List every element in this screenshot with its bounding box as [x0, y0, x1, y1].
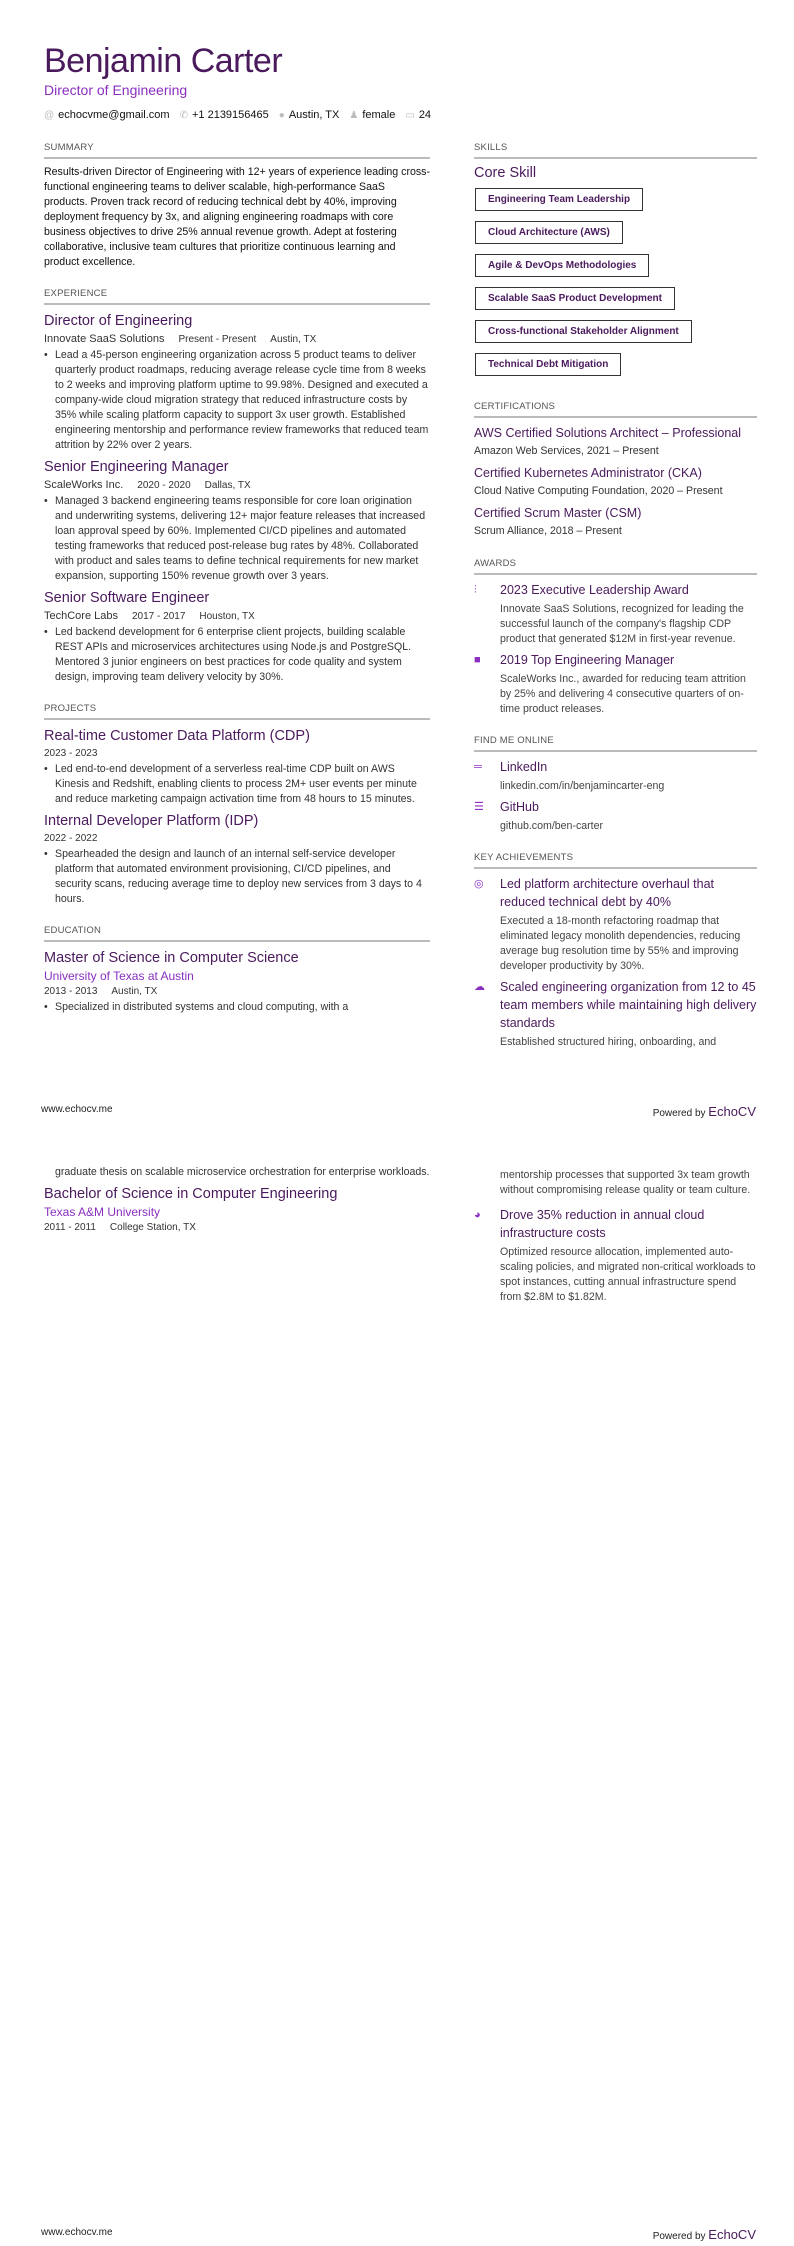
school: University of Texas at Austin — [44, 969, 194, 983]
right-column — [474, 142, 757, 1050]
location: College Station, TX — [109, 1222, 196, 1233]
award-desc: Innovate SaaS Solutions, recognized for leading the successful launch of the company's flagship CDP product that generated $12M in first-year revenue. — [500, 603, 744, 645]
candidate-name: Benjamin Carter — [44, 42, 283, 80]
phone-icon: ✆ — [179, 110, 188, 121]
contact-location: ● Austin, TX — [278, 109, 340, 121]
cert-issuer: Amazon Web Services, 2021 – Present — [474, 445, 659, 457]
at-icon: @ — [44, 110, 55, 121]
project-item — [44, 811, 430, 907]
contact-bar — [44, 109, 431, 121]
contact-gender: ♟ female — [349, 109, 396, 121]
dates: 2011 - 2011 — [44, 1222, 96, 1233]
dates: 2023 - 2023 — [44, 748, 98, 759]
contact-email[interactable]: @ echocvme@gmail.com — [44, 109, 170, 121]
job-title: Senior Engineering Manager — [44, 459, 229, 475]
online-item[interactable] — [474, 758, 757, 794]
contact-age: ▭ 24 — [405, 109, 432, 121]
school: Texas A&M University — [44, 1205, 161, 1219]
project-title: Internal Developer Platform (IDP) — [44, 813, 259, 829]
achievement-desc: Optimized resource allocation, implemented auto-scaling policies, and migrated non-critical workloads to spot instances, cutting annual infrastructure spend from $2.8M to $1.82M. — [500, 1246, 756, 1303]
achievement-desc: Established structured hiring, onboarding, and — [500, 1036, 717, 1048]
section-heading-summary: SUMMARY — [44, 142, 430, 159]
cert-name: Certified Scrum Master (CSM) — [474, 506, 642, 520]
cert-name: Certified Kubernetes Administrator (CKA) — [474, 466, 702, 480]
achievement-desc: Executed a 18-month refactoring roadmap that eliminated legacy monolith dependencies, reducing average bug resolution time by 55% and improving developer productivity by 30%. — [500, 915, 741, 972]
skill-chip: Cloud Architecture (AWS) — [475, 221, 623, 244]
lines-icon: ═ — [474, 761, 482, 773]
location-icon: ● — [278, 110, 285, 121]
dates: 2022 - 2022 — [44, 833, 98, 844]
skill-group-title: Core Skill — [474, 165, 537, 181]
skill-chip: Cross-functional Stakeholder Alignment — [475, 320, 692, 343]
person-icon: ♟ — [349, 110, 359, 121]
award-title: 2019 Top Engineering Manager — [500, 653, 675, 667]
skill-chip: Engineering Team Leadership — [475, 188, 643, 211]
section-heading-skills: SKILLS — [474, 142, 757, 159]
profile-name: LinkedIn — [500, 760, 548, 774]
bullet: • Spearheaded the design and launch of an internal self-service developer platform that automated environment provisioning, CI/CD pipelines, and security scans, reducing average time to deploy new services from 3 days to 4 hours. — [44, 847, 430, 907]
achievement-desc-continued: mentorship processes that supported 3x team growth without compromising release quality or team culture. — [500, 1169, 751, 1196]
achievement-item — [474, 1206, 757, 1305]
target-icon: ◎ — [474, 878, 484, 890]
bullet: • Led end-to-end development of a serverless real-time CDP built on AWS Kinesis and Redshift, enabling clients to process 2M+ user events per minute and reduce marketing campaign activation time from 48 hours to 15 minutes. — [44, 762, 430, 807]
award-item — [474, 581, 757, 647]
menu-icon: ☰ — [474, 801, 484, 813]
summary-text: Results-driven Director of Engineering with 12+ years of experience leading cross-functional engineering teams to deliver scalable, high-performance SaaS products. Proven track record of reducing technical debt by 40%, improving deployment frequency by 3x, and aligning engineering roadmaps with core business objectives to drive 25% annual revenue growth. Adept at fostering collaborative, inclusive team cultures that prioritize continuous learning and product excellence. — [44, 166, 430, 268]
dates: 2013 - 2013 — [44, 986, 98, 997]
job-title: Senior Software Engineer — [44, 590, 210, 606]
cert-name: AWS Certified Solutions Architect – Professional — [474, 426, 742, 440]
bullet-continued: graduate thesis on scalable microservice orchestration for enterprise workloads. — [55, 1166, 430, 1178]
footer-brand: Powered by EchoCV — [652, 2227, 756, 2242]
education-item — [44, 1184, 430, 1236]
section-heading-projects: PROJECTS — [44, 703, 430, 720]
location: Dallas, TX — [204, 480, 251, 491]
degree: Bachelor of Science in Computer Engineering — [44, 1186, 338, 1202]
achievement-item — [474, 978, 757, 1050]
candidate-title: Director of Engineering — [44, 82, 188, 98]
sliders-icon: ⫶ — [474, 584, 477, 596]
bullet: • Lead a 45-person engineering organization across 5 product teams to deliver quarterly product roadmaps, reducing average release cycle time from 8 weeks to 2 weeks and improving platform uptime to 99.98%. Designed and executed a company-wide cloud migration strategy that reduced infrastructure costs by 35% while scaling platform capacity to support 3x user growth. Established engineering mentorship and performance review frameworks that reduced team attrition by 22% over 2 years. — [44, 348, 430, 453]
right-column — [474, 1165, 757, 1305]
cert-issuer: Scrum Alliance, 2018 – Present — [474, 525, 622, 537]
profile-url[interactable]: github.com/ben-carter — [500, 820, 604, 832]
dates: Present - Present — [178, 334, 257, 345]
location: Austin, TX — [270, 334, 317, 345]
award-title: 2023 Executive Leadership Award — [500, 583, 689, 597]
job-title: Director of Engineering — [44, 313, 193, 329]
achievement-title: Scaled engineering organization from 12 to 45 team members while maintaining high delivery standards — [500, 980, 757, 1030]
location: Houston, TX — [199, 611, 255, 622]
bullet: • Specialized in distributed systems and cloud computing, with a — [44, 1000, 430, 1015]
bullet: • Managed 3 backend engineering teams responsible for core loan origination and underwriting systems, delivering 12+ major feature releases that increased loan approval speed by 60%. Implemented CI/CD pipelines and automated testing frameworks that reduced post-release bug rates by 48%. Collaborated with product and sales teams to define technical requirements for new market expansion, supporting 150% revenue growth over 3 years. — [44, 494, 430, 584]
section-heading-awards: AWARDS — [474, 558, 757, 575]
profile-url[interactable]: linkedin.com/in/benjamincarter-eng — [500, 780, 665, 792]
section-heading-certifications: CERTIFICATIONS — [474, 401, 757, 418]
footer-site[interactable]: www.echocv.me — [41, 1104, 113, 1115]
page-footer — [41, 1104, 756, 1119]
bullet: • Led backend development for 6 enterprise client projects, building scalable REST APIs and microservices architectures using Node.js and PostgreSQL. Mentored 3 junior engineers on best practices for code quality and system design, improving team delivery velocity by 30%. — [44, 625, 430, 685]
award-item — [474, 651, 757, 717]
company: TechCore Labs — [44, 610, 118, 622]
company: ScaleWorks Inc. — [44, 479, 124, 491]
location: Austin, TX — [111, 986, 158, 997]
skill-chip: Scalable SaaS Product Development — [475, 287, 675, 310]
education-item — [44, 948, 430, 1015]
section-heading-online: FIND ME ONLINE — [474, 735, 757, 752]
achievement-title: Led platform architecture overhaul that reduced technical debt by 40% — [500, 877, 715, 909]
project-title: Real-time Customer Data Platform (CDP) — [44, 728, 310, 744]
company: Innovate SaaS Solutions — [44, 333, 165, 345]
page-2 — [0, 1123, 794, 2246]
project-item — [44, 726, 430, 807]
contact-phone[interactable]: ✆ +1 2139156465 — [179, 109, 269, 121]
skill-chip: Technical Debt Mitigation — [475, 353, 621, 376]
degree: Master of Science in Computer Science — [44, 950, 299, 966]
pie-chart-icon: ◕ — [474, 1209, 481, 1221]
footer-brand: Powered by EchoCV — [652, 1104, 756, 1119]
achievement-title: Drove 35% reduction in annual cloud infrastructure costs — [500, 1208, 705, 1240]
section-heading-achievements: KEY ACHIEVEMENTS — [474, 852, 757, 869]
left-column — [44, 1165, 430, 1236]
calendar-icon: ▭ — [405, 110, 415, 121]
section-heading-education: EDUCATION — [44, 925, 430, 942]
left-column — [44, 142, 430, 1015]
footer-site[interactable]: www.echocv.me — [41, 2227, 113, 2238]
cert-issuer: Cloud Native Computing Foundation, 2020 – Present — [474, 485, 723, 497]
achievement-item — [474, 875, 757, 974]
award-desc: ScaleWorks Inc., awarded for reducing team attrition by 25% and delivering 4 consecutive quarters of on-time product releases. — [500, 673, 746, 715]
cloud-icon: ☁ — [474, 981, 485, 993]
profile-name: GitHub — [500, 800, 539, 814]
page-footer — [41, 2227, 756, 2242]
experience-item — [44, 457, 430, 584]
online-item[interactable] — [474, 798, 757, 834]
section-heading-experience: EXPERIENCE — [44, 288, 430, 305]
chat-icon: ■ — [474, 654, 481, 666]
skill-chip: Agile & DevOps Methodologies — [475, 254, 649, 277]
dates: 2017 - 2017 — [132, 611, 186, 622]
experience-item — [44, 588, 430, 685]
dates: 2020 - 2020 — [137, 480, 191, 491]
experience-item — [44, 311, 430, 453]
